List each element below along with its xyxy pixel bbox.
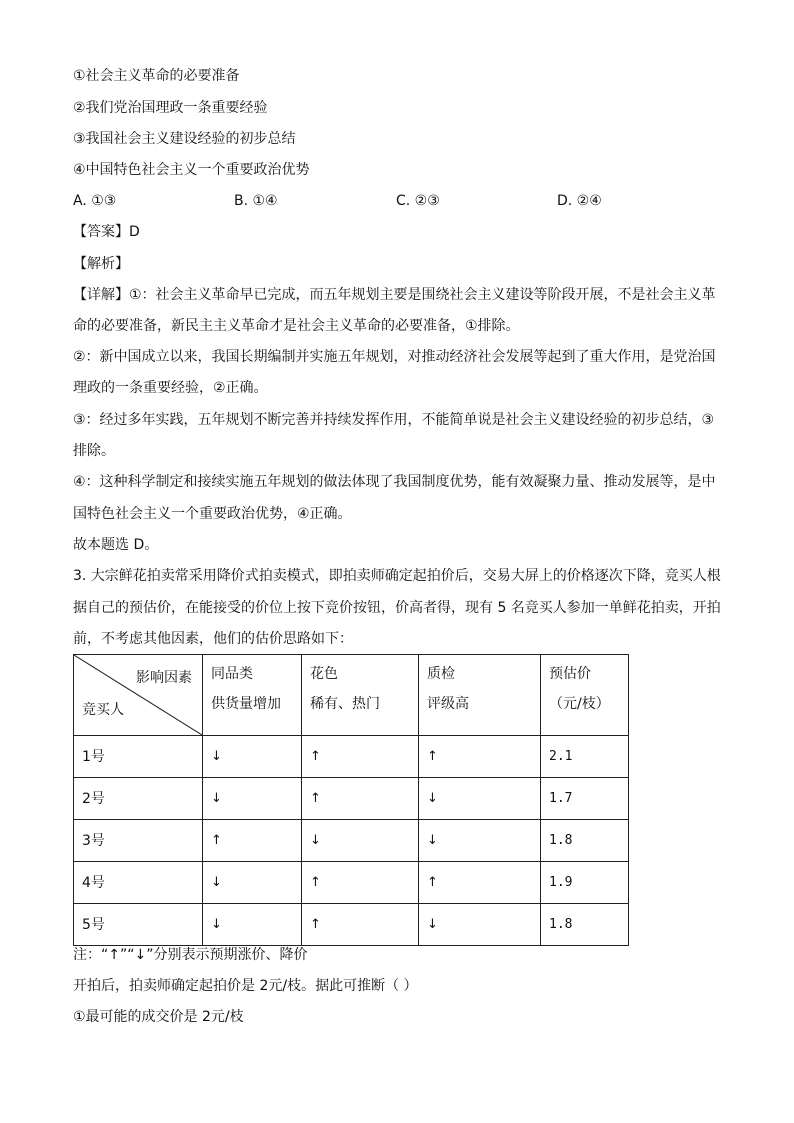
column-header-supply: 同品类 供货量增加 <box>203 655 302 736</box>
quality-arrow: ↓ <box>419 904 541 946</box>
table-row <box>74 862 629 904</box>
detail-line: 【详解】①：社会主义革命早已完成，而五年规划主要是围绕社会主义建设等阶段开展，不是社会主义革 <box>73 287 716 303</box>
estimated-price: 1.9 <box>541 862 629 904</box>
color-arrow: ↑ <box>302 736 419 778</box>
corner-bidder-label: 竞买人 <box>82 702 124 718</box>
valuation-table <box>73 654 629 946</box>
column-header-price: 预估价 （元/枝） <box>541 655 629 736</box>
bidder-label: 1号 <box>74 736 203 778</box>
detail-line: ③：经过多年实践，五年规划不断完善并持续发挥作用，不能简单说是社会主义建设经验的初步总结，③ <box>73 412 715 428</box>
supply-arrow: ↓ <box>203 778 302 820</box>
supply-arrow: ↓ <box>203 904 302 946</box>
column-header-color: 花色 稀有、热门 <box>302 655 419 736</box>
quality-arrow: ↓ <box>419 820 541 862</box>
question-3-line: 据自己的预估价，在能接受的价位上按下竞价按钮，价高者得，现有 5 名竞买人参加一单鲜花拍卖，开拍 <box>73 600 721 616</box>
estimated-price: 1.7 <box>541 778 629 820</box>
table-row <box>74 904 629 946</box>
quality-arrow: ↑ <box>419 862 541 904</box>
estimated-price: 1.8 <box>541 820 629 862</box>
color-arrow: ↑ <box>302 778 419 820</box>
corner-factor-label: 影响因素 <box>136 670 192 686</box>
question-3-line: 前，不考虑其他因素，他们的估价思路如下： <box>73 631 353 647</box>
option-statement-1: ①社会主义革命的必要准备 <box>73 68 240 84</box>
detail-line: 国特色社会主义一个重要政治优势，④正确。 <box>73 506 352 522</box>
detail-line: 理政的一条重要经验，②正确。 <box>73 380 268 396</box>
option-statement-4: ④中国特色社会主义一个重要政治优势 <box>73 162 310 178</box>
choice-d: D. ②④ <box>557 193 602 209</box>
table-row <box>74 778 629 820</box>
estimated-price: 2.1 <box>541 736 629 778</box>
diagonal-header-cell <box>74 655 203 736</box>
supply-arrow: ↓ <box>203 736 302 778</box>
table-header-row <box>74 655 629 736</box>
option-statement-2: ②我们党治国理政一条重要经验 <box>73 100 268 116</box>
estimated-price: 1.8 <box>541 904 629 946</box>
color-arrow: ↑ <box>302 904 419 946</box>
color-arrow: ↑ <box>302 862 419 904</box>
detail-line: 排除。 <box>73 443 115 459</box>
choice-a: A. ①③ <box>73 193 117 209</box>
question-prompt: 开拍后，拍卖师确定起拍价是 2元/枝。据此可推断（ ） <box>73 978 418 994</box>
bidder-label: 2号 <box>74 778 203 820</box>
bidder-label: 5号 <box>74 904 203 946</box>
bidder-label: 3号 <box>74 820 203 862</box>
detail-line: ②：新中国成立以来，我国长期编制并实施五年规划，对推动经济社会发展等起到了重大作用，是党治国 <box>73 349 716 365</box>
quality-arrow: ↑ <box>419 736 541 778</box>
supply-arrow: ↑ <box>203 820 302 862</box>
option-statement-next: ①最可能的成交价是 2元/枝 <box>73 1009 244 1025</box>
analysis-label: 【解析】 <box>73 256 129 272</box>
choice-c: C. ②③ <box>396 193 440 209</box>
table-row <box>74 736 629 778</box>
conclusion-line: 故本题选 D。 <box>73 537 159 553</box>
table-note: 注：“↑”“↓”分别表示预期涨价、降价 <box>73 947 308 963</box>
question-3-line: 3. 大宗鲜花拍卖常采用降价式拍卖模式，即拍卖师确定起拍价后，交易大屏上的价格逐次下降，竞买人根 <box>73 568 721 584</box>
color-arrow: ↓ <box>302 820 419 862</box>
detail-line: ④：这种科学制定和接续实施五年规划的做法体现了我国制度优势，能有效凝聚力量、推动发展等，是中 <box>73 474 716 490</box>
answer: 【答案】D <box>73 224 140 240</box>
column-header-quality: 质检 评级高 <box>419 655 541 736</box>
choice-b: B. ①④ <box>234 193 278 209</box>
option-statement-3: ③我国社会主义建设经验的初步总结 <box>73 131 296 147</box>
supply-arrow: ↓ <box>203 862 302 904</box>
detail-line: 命的必要准备，新民主主义革命才是社会主义革命的必要准备，①排除。 <box>73 318 520 334</box>
bidder-label: 4号 <box>74 862 203 904</box>
quality-arrow: ↓ <box>419 778 541 820</box>
table-row <box>74 820 629 862</box>
